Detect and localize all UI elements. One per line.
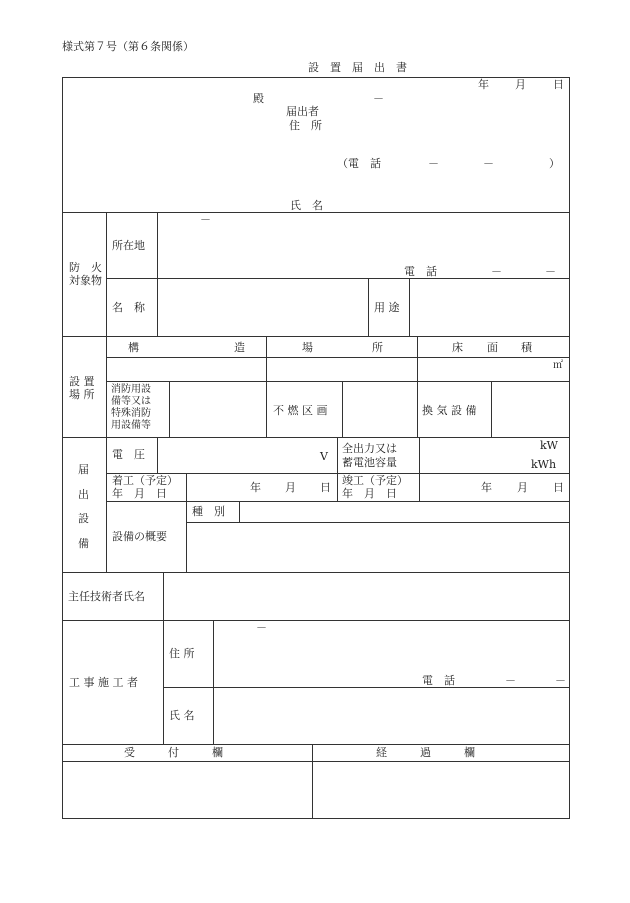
progress-column-label: 経 過 欄	[376, 746, 475, 759]
notifier-postal-dash: －	[373, 92, 384, 105]
target-name-label: 名 称	[112, 301, 145, 314]
notifier-name-label: 氏 名	[290, 199, 323, 212]
floor-area-unit: ㎡	[553, 360, 563, 371]
target-use-label: 用 途	[374, 301, 400, 314]
ventilation-label: 換 気 設 備	[422, 404, 477, 417]
target-location-label: 所在地	[112, 239, 145, 252]
form-number: 様式第７号（第６条関係）	[62, 40, 194, 53]
place-header-right: 所	[372, 341, 383, 354]
notifier-phone-dash-2: －	[483, 157, 494, 170]
addressee-suffix: 殿	[253, 92, 264, 105]
completion-year: 年	[481, 481, 492, 494]
start-year: 年	[250, 481, 261, 494]
voltage-label: 電 圧	[112, 448, 145, 461]
nonflammable-label: 不 燃 区 画	[273, 404, 328, 417]
chief-engineer-label: 主任技術者氏名	[68, 590, 145, 603]
start-month: 月	[285, 481, 296, 494]
notifier-address-label: 住 所	[289, 119, 322, 132]
date-year: 年	[478, 78, 489, 91]
start-label-line-1: 着工（予定）	[112, 474, 178, 487]
target-phone-dash-1: －	[491, 265, 502, 278]
contractor-postal-dash: －	[256, 621, 267, 634]
date-month: 月	[515, 78, 526, 91]
notifier-phone-label: （電 話	[337, 157, 381, 170]
completion-day: 日	[553, 481, 564, 494]
form-title: 設 置 届 出 書	[308, 61, 407, 74]
target-label-line-1: 防 火	[69, 261, 102, 274]
contractor-phone-label: 電 話	[422, 674, 455, 687]
structure-header-left: 構	[128, 341, 139, 354]
notifier-phone-dash-1: －	[428, 157, 439, 170]
contractor-name-label: 氏 名	[169, 709, 195, 722]
contractor-phone-dash-2: －	[555, 674, 566, 687]
target-phone-label: 電 話	[404, 265, 437, 278]
start-day: 日	[320, 481, 331, 494]
contractor-phone-dash-1: －	[505, 674, 516, 687]
target-phone-dash-2: －	[545, 265, 556, 278]
voltage-unit: V	[320, 450, 328, 463]
reception-column-label: 受 付 欄	[124, 746, 223, 759]
equipment-label-3: 設	[78, 512, 89, 525]
installation-label-line-1: 設 置	[69, 375, 95, 388]
unit-kwh: kWh	[531, 458, 557, 471]
start-label-line-2: 年 月 日	[112, 487, 167, 500]
completion-month: 月	[517, 481, 528, 494]
completion-label-line-2: 年 月 日	[342, 487, 397, 500]
target-label-line-2: 対象物	[69, 274, 102, 287]
equipment-label-4: 備	[78, 537, 89, 550]
output-label-line-1: 全出力又は	[342, 442, 397, 455]
place-header-left: 場	[302, 341, 313, 354]
notifier-label: 届出者	[286, 105, 319, 118]
type-label: 種 別	[192, 505, 225, 518]
equipment-label-2: 出	[78, 488, 89, 501]
contractor-address-label: 住 所	[169, 647, 195, 660]
structure-header-right: 造	[234, 341, 245, 354]
floor-area-header-1: 床	[452, 341, 463, 354]
unit-kw: kW	[540, 439, 558, 452]
installation-label-line-2: 場 所	[69, 388, 95, 401]
equipment-label-1: 届	[78, 463, 89, 476]
notifier-phone-close: ）	[549, 157, 560, 170]
contractor-label: 工 事 施 工 者	[69, 676, 138, 689]
target-postal-dash: －	[200, 213, 211, 226]
date-day: 日	[553, 78, 564, 91]
fire-equipment-label: 消防用設 備等又は 特殊消防 用設備等	[111, 384, 151, 431]
output-label-line-2: 蓄電池容量	[342, 456, 397, 469]
floor-area-header-3: 積	[521, 341, 532, 354]
completion-label-line-1: 竣工（予定）	[342, 474, 408, 487]
overview-label: 設備の概要	[112, 530, 167, 543]
floor-area-header-2: 面	[487, 341, 498, 354]
